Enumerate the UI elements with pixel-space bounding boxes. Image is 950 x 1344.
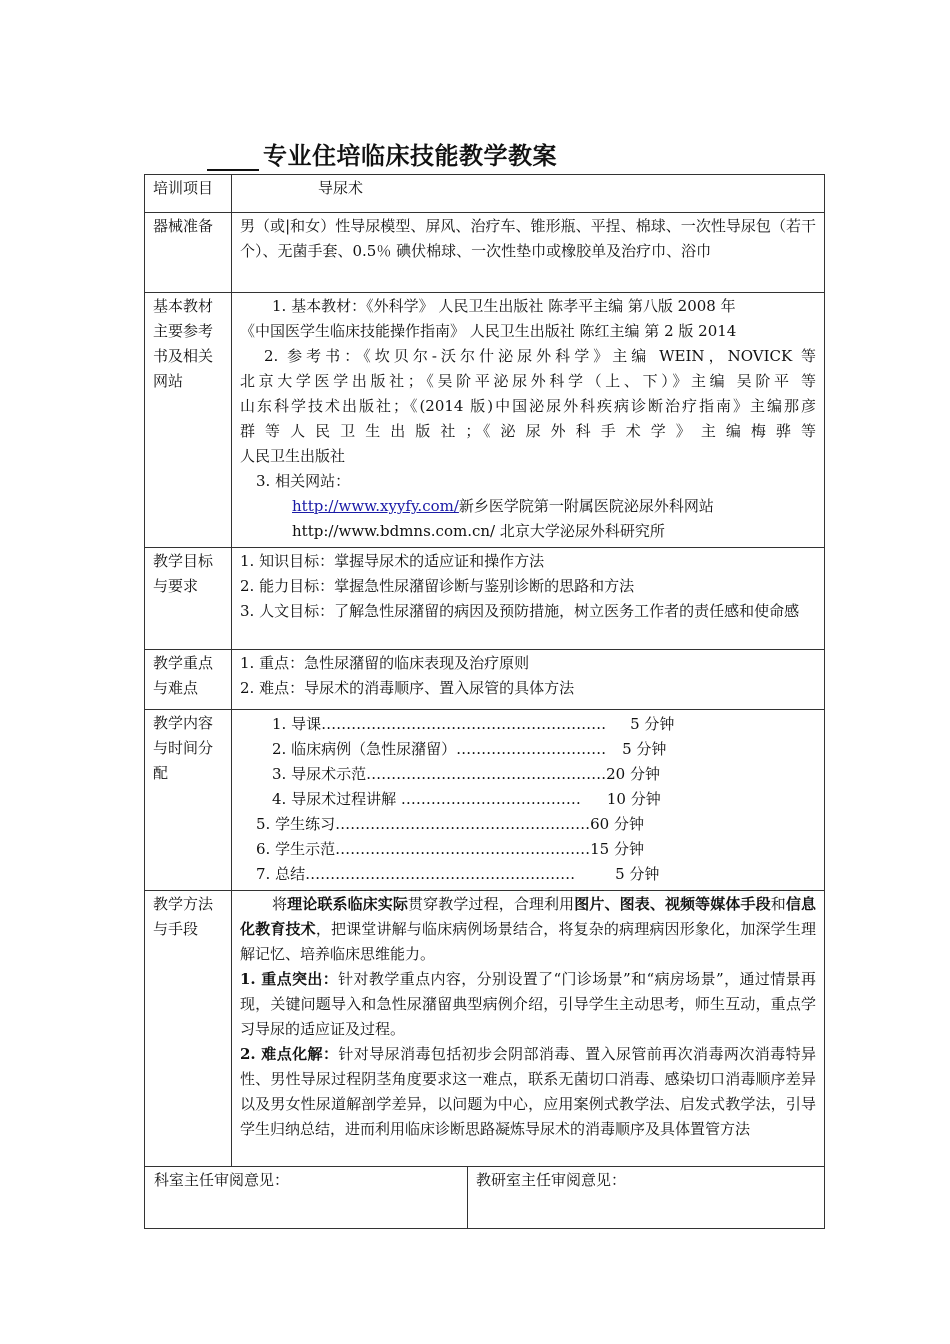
keypoint-item: 2. 难点：导尿术的消毒顺序、置入尿管的具体方法 — [240, 679, 575, 697]
row-goals — [145, 548, 825, 650]
ref-line: 《中国医学生临床技能操作指南》 人民卫生出版社 陈红主编 第 2 版 2014 — [240, 322, 737, 340]
schedule-item: 6. 学生示范……………………………………………15 分钟 — [256, 840, 644, 858]
label-methods: 教学方法与手段 — [145, 891, 232, 1167]
ref-line: 1. 基本教材：《外科学》 人民卫生出版社 陈孝平主编 第八版 2008 年 — [272, 297, 736, 315]
site-link-xyyfy[interactable]: http://www.xyyfy.com/ — [292, 497, 459, 515]
title-blank — [207, 147, 259, 171]
value-goals — [232, 548, 825, 650]
label-project: 培训项目 — [145, 175, 232, 213]
lesson-plan-table — [144, 174, 825, 1229]
value-project: 导尿术 — [232, 175, 825, 213]
ref-line: 3. 相关网站： — [256, 472, 351, 490]
row-methods — [145, 891, 825, 1167]
schedule-item: 1. 导课………………………………………………… 5 分钟 — [272, 715, 675, 733]
row-equipment — [145, 213, 825, 293]
value-methods — [232, 891, 825, 1167]
ref-line: 人民卫生出版社 — [240, 447, 346, 465]
row-review — [145, 1167, 825, 1229]
value-refs — [232, 293, 825, 548]
schedule-item: 4. 导尿术过程讲解 ……………………………… 10 分钟 — [272, 790, 661, 808]
schedule-item: 2. 临床病例（急性尿潴留）………………………… 5 分钟 — [272, 740, 667, 758]
keypoint-item: 1. 重点：急性尿潴留的临床表现及治疗原则 — [240, 654, 530, 672]
value-schedule — [232, 710, 825, 891]
label-schedule: 教学内容与时间分配 — [145, 710, 232, 891]
row-schedule — [145, 710, 825, 891]
site-url-bdmns: http://www.bdmns.com.cn/ — [292, 522, 496, 540]
ref-line: 2. 参考书：《坎贝尔-沃尔什泌尿外科学》主编 WEIN，NOVICK 等 — [264, 347, 817, 365]
schedule-item: 7. 总结……………………………………………… 5 分钟 — [256, 865, 660, 883]
goal-item: 1. 知识目标：掌握导尿术的适应证和操作方法 — [240, 552, 545, 570]
label-equipment: 器械准备 — [145, 213, 232, 293]
review-office: 教研室主任审阅意见： — [468, 1167, 825, 1229]
ref-line: 群 等 人 民 卫 生 出 版 社 ；《 泌 尿 外 科 手 术 学 》 主 编 梅 骅 等 — [240, 422, 817, 440]
row-refs — [145, 293, 825, 548]
ref-site: http://www.bdmns.com.cn/ 北京大学泌尿外科研究所 — [292, 522, 665, 540]
label-goals: 教学目标与要求 — [145, 548, 232, 650]
review-dept: 科室主任审阅意见： — [145, 1167, 468, 1229]
page-title — [207, 136, 557, 171]
methods-difficulty: 2. 难点化解：针对导尿消毒包括初步会阴部消毒、置入尿管前再次消毒两次消毒特异性、男性导尿过程阴茎角度要求这一难点，联系无菌切口消毒、感染切口消毒顺序差异以及男女性尿道解剖学差异，以问题为中心，应用案例式教学法、启发式教学法，引导学生归纳总结，进而利用临床诊断思路凝炼导尿术的消毒顺序及具体置管方法 — [240, 1045, 817, 1138]
label-keypoints: 教学重点与难点 — [145, 650, 232, 710]
methods-intro: 将理论联系临床实际贯穿教学过程，合理利用图片、图表、视频等媒体手段和信息化教育技术，把课堂讲解与临床病例场景结合，将复杂的病理病因形象化，加深学生理解记忆、培养临床思维能力。 — [240, 895, 816, 963]
goal-item: 2. 能力目标：掌握急性尿潴留诊断与鉴别诊断的思路和方法 — [240, 577, 635, 595]
methods-keypoint: 1. 重点突出：针对教学重点内容，分别设置了“门诊场景”和“病房场景”，通过情景再现，关键问题导入和急性尿潴留典型病例介绍，引导学生主动思考，师生互动，重点学习导尿的适应证及过程。 — [240, 970, 817, 1038]
title-text: 专业住培临床技能教学教案 — [263, 142, 557, 170]
goal-item: 3. 人文目标：了解急性尿潴留的病因及预防措施，树立医务工作者的责任感和使命感 — [240, 602, 800, 620]
ref-line: 山东科学技术出版社；《(2014 版)中国泌尿外科疾病诊断治疗指南》主编那彦 — [240, 397, 817, 415]
schedule-item: 5. 学生练习……………………………………………60 分钟 — [256, 815, 644, 833]
value-keypoints — [232, 650, 825, 710]
row-project — [145, 175, 825, 213]
schedule-item: 3. 导尿术示范…………………………………………20 分钟 — [272, 765, 660, 783]
ref-line: 北京大学医学出版社；《吴阶平泌尿外科学（上、下）》主编 吴阶平 等 — [240, 372, 817, 390]
ref-site: http://www.xyyfy.com/新乡医学院第一附属医院泌尿外科网站 — [292, 497, 714, 515]
value-equipment: 男（或|和女）性导尿模型、屏风、治疗车、锥形瓶、平挰、棉球、一次性导尿包（若干个）、无菌手套、0.5％ 碘伏棉球、一次性垫巾或橡胶单及治疗巾、浴巾 — [232, 213, 825, 293]
row-keypoints — [145, 650, 825, 710]
label-refs: 基本教材主要参考书及相关网站 — [145, 293, 232, 548]
